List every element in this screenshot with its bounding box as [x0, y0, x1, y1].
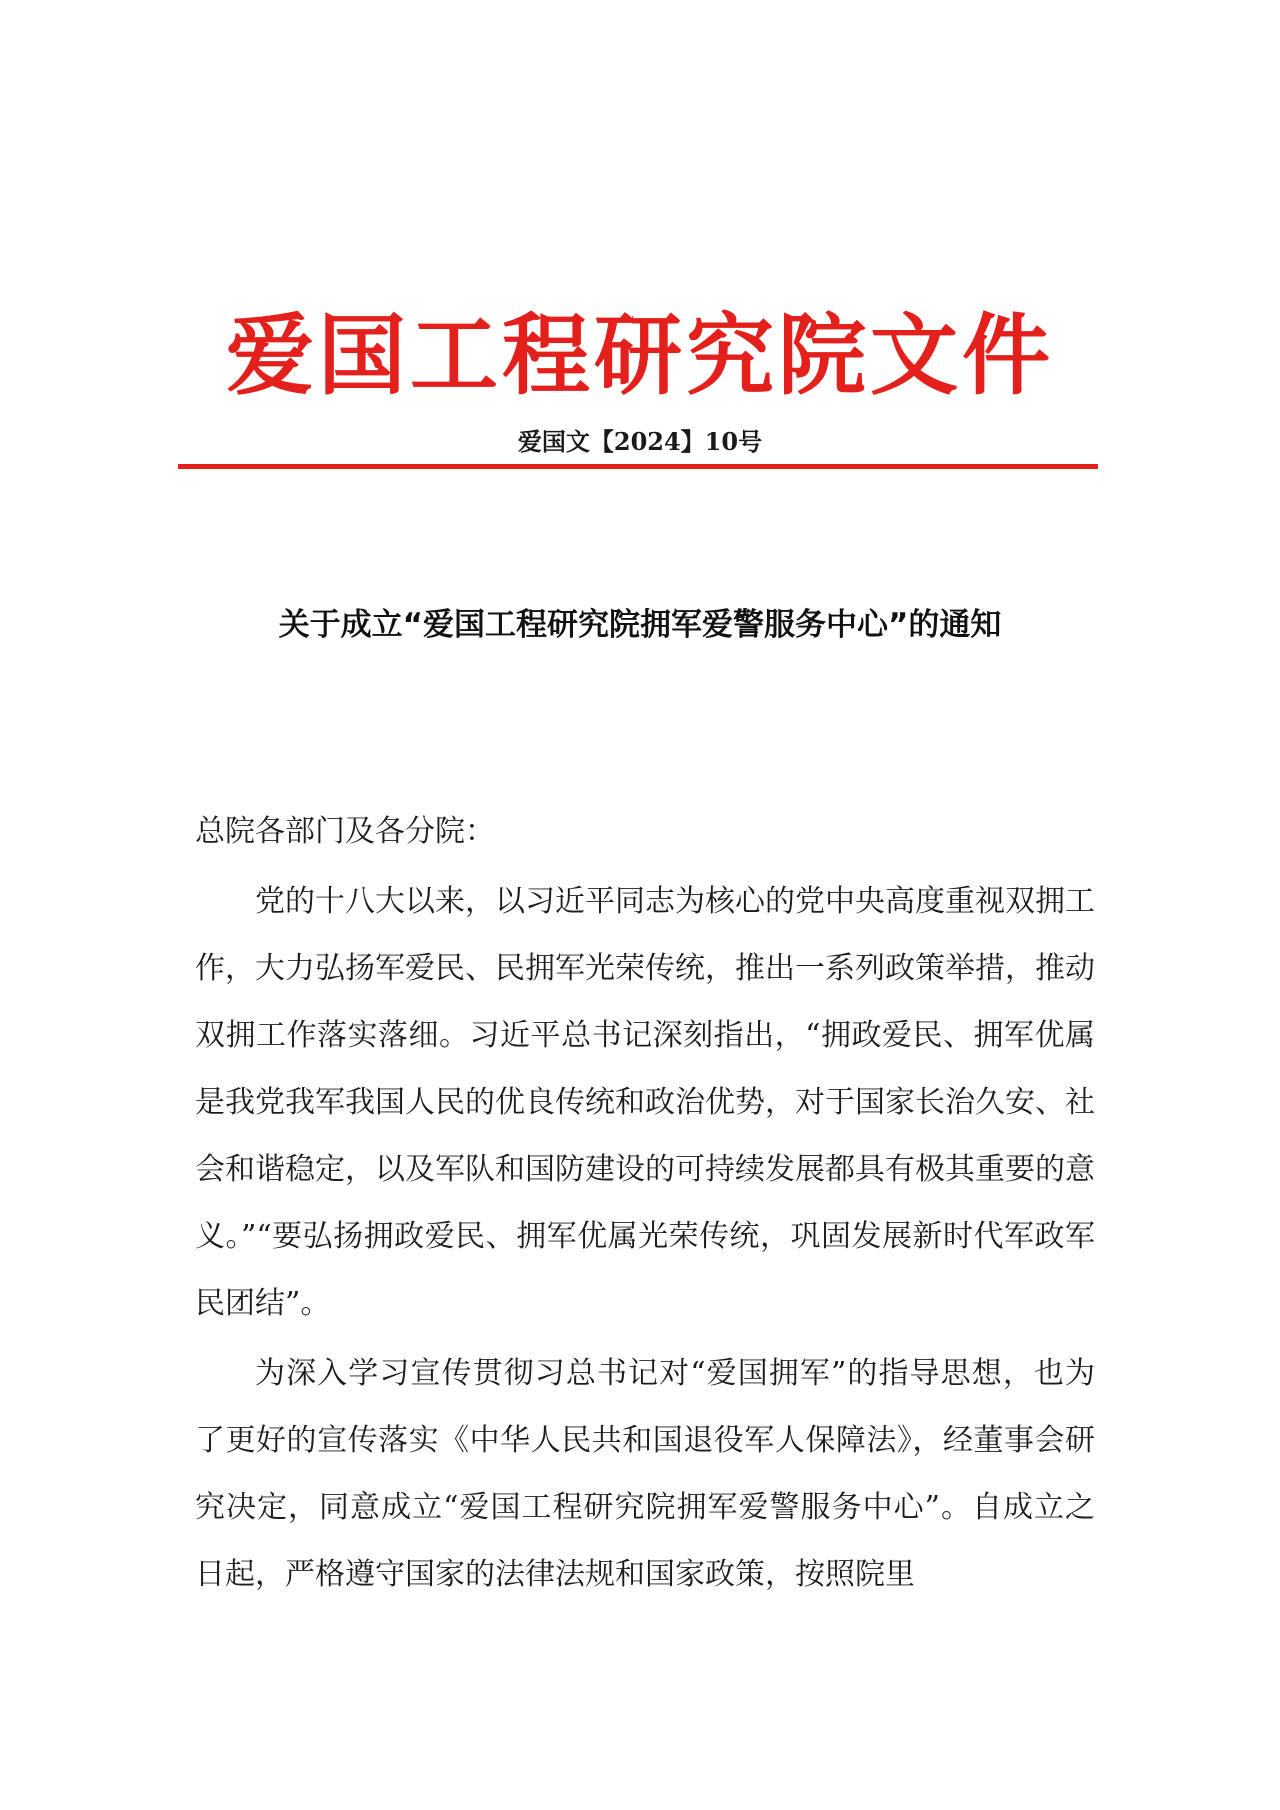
body-paragraph-2: 为深入学习宣传贯彻习总书记对“爱国拥军”的指导思想，也为了更好的宣传落实《中华人民共和国退役军人保障法》，经董事会研究决定，同意成立“爱国工程研究院拥军爱警服务中心”。自成立之日起，严格遵守国家的法律法规和国家政策，按照院里 — [195, 1356, 1095, 1592]
document-header-title: 爱国工程研究院文件 — [225, 303, 1054, 407]
notice-title: 关于成立“爱国工程研究院拥军爱警服务中心”的通知 — [278, 607, 1002, 643]
body-paragraph-1: 党的十八大以来，以习近平同志为核心的党中央高度重视双拥工作，大力弘扬军爱民、民拥军光荣传统，推出一系列政策举措，推动双拥工作落实落细。习近平总书记深刻指出，“拥政爱民、拥军优属是我党我军我国人民的优良传统和政治优势，对于国家长治久安、社会和谐稳定，以及军队和国防建设的可持续发展都具有极其重要的意义。”“要弘扬拥政爱民、拥军优属光荣传统，巩固发展新时代军政军民团结”。 — [195, 884, 1095, 1321]
document-number: 爱国文【2024】10号 — [517, 427, 763, 456]
header-divider-line — [178, 464, 1098, 469]
salutation: 总院各部门及各分院： — [195, 814, 495, 849]
